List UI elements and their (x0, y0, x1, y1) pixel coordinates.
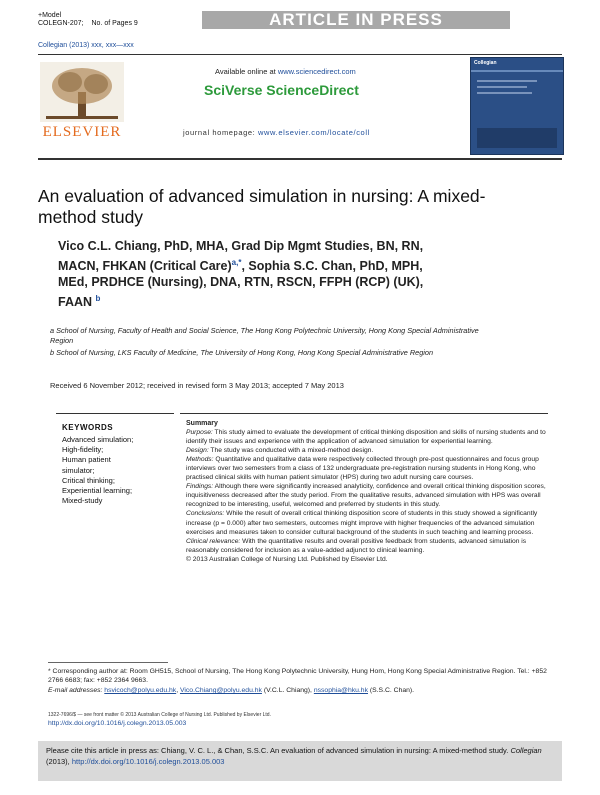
author-affiliation-marker[interactable]: a,* (231, 257, 242, 267)
author-line: Vico C.L. Chiang, PhD, MHA, Grad Dip Mgmt Studies, BN, RN, (58, 239, 424, 253)
sciencedirect-link[interactable]: www.sciencedirect.com (277, 67, 356, 76)
keywords-list (62, 435, 168, 506)
article-in-press-banner: ARTICLE IN PRESS (202, 11, 510, 29)
cover-title: Collegian (474, 60, 497, 66)
email-link[interactable]: hsvicoch@polyu.edu.hk (104, 687, 177, 694)
summary-findings: Findings: Although there were significantly increased analyticity, confidence and overall critical thinking disposition scores, inquisitiveness decreased after the study period. From the qualitative results, advanced simulation with HPS was overall recognized to be interesting, useful, welcomed and preferred by students in this study. (186, 483, 546, 509)
affiliation-a: a School of Nursing, Faculty of Health and Social Science, The Hong Kong Polytechnic University, Hong Kong Special Administrative Region (50, 326, 479, 345)
author-line: MACN, FHKAN (Critical Care)$^{a,*}$, Sophia S.C. Chan, PhD, MPH, (58, 257, 423, 273)
elsevier-logo-text: ELSEVIER (42, 124, 122, 140)
keyword-item: Human patient (62, 455, 111, 465)
email-addresses: E-mail addresses: hsvicoch@polyu.edu.hk, Vico.Chiang@polyu.edu.hk (V.C.L. Chiang), nssophia@hku.hk (S.S.C. Chan). (48, 687, 415, 694)
summary-heading: Summary (186, 420, 218, 427)
header-meta (38, 12, 144, 28)
summary-methods: Methods: Quantitative and qualitative data were respectively collected through pre-post questionnaires and focus group interviews over two semesters from a class of 132 undergraduate pre-registration nursing students in Hong Kong, who practised clinical skills with human patient simulator (HPS) during two adult nursing care courses. (186, 456, 539, 482)
summary-purpose: Purpose: This study aimed to evaluate the development of critical thinking disposition and skills of nursing students and to identify their issues and experience with the application of advanced simulation for experiential learning. (186, 429, 546, 446)
available-prefix: Available online at (215, 67, 276, 76)
author-list (58, 238, 478, 310)
keywords-divider (56, 413, 174, 414)
author-line: FAAN $^b$ (58, 293, 101, 309)
email-link[interactable]: nssophia@hku.hk (313, 687, 368, 694)
homepage-prefix: journal homepage: (183, 128, 256, 137)
keyword-item: Advanced simulation; (62, 435, 134, 444)
keyword-item: High-fidelity; (62, 445, 104, 455)
journal-homepage (183, 128, 370, 137)
issn-line: 1322-7696/$ — see front matter © 2013 Australian College of Nursing Ltd. Published by Elsevier Ltd. (48, 712, 271, 718)
corresponding-author-note: * Corresponding author at: Room GH515, School of Nursing, The Hong Kong Polytechnic University, Hung Hom, Hong Kong Special Administrative Region. Tel.: +852 2766 6683; fax: +852 2364 9663. (48, 668, 547, 684)
email-link[interactable]: Vico.Chiang@polyu.edu.hk (179, 687, 262, 694)
citation-doi-link[interactable]: http://dx.doi.org/10.1016/j.colegn.2013.05.003 (71, 757, 225, 766)
summary-conclusions: Conclusions: While the result of overall critical thinking disposition score of students in this study showed a significantly increase (p = 0.000) after two semesters, outcomes might improve with higher frequencies of the advanced simulation exercises and measures taken to consider cultural background of the students in such teaching and learning process. (186, 510, 538, 536)
header-divider (38, 54, 562, 55)
received-dates: Received 6 November 2012; received in revised form 3 May 2013; accepted 7 May 2013 (50, 381, 344, 390)
model-label: +Model (38, 12, 62, 19)
summary-copyright: © 2013 Australian College of Nursing Ltd. Published by Elsevier Ltd. (186, 555, 388, 563)
email-prefix: E-mail addresses: (48, 687, 103, 694)
tree-icon (40, 62, 124, 122)
homepage-link[interactable]: www.elsevier.com/locate/coll (258, 128, 370, 137)
keyword-item: Critical thinking; (62, 475, 115, 485)
citation-journal: Collegian (510, 746, 542, 755)
keyword-item: Experiential learning; (62, 486, 133, 496)
journal-cover-image (470, 57, 564, 155)
elsevier-tree-logo (40, 62, 124, 122)
summary-design: Design: The study was conducted with a mixed-method design. (186, 447, 374, 455)
page-count: No. of Pages 9 (91, 20, 138, 27)
article-title: An evaluation of advanced simulation in nursing: A mixed-method study (38, 186, 486, 227)
journal-citation-line[interactable]: Collegian (2013) xxx, xxx—xxx (38, 42, 134, 49)
masthead-divider (38, 158, 562, 160)
author-line: MEd, PRDHCE (Nursing), DNA, RTN, RSCN, FFPH (RCP) (UK), (58, 275, 424, 290)
keyword-item: simulator; (62, 465, 95, 475)
summary-relevance: Clinical relevance: With the quantitative results and overall positive feedback from students, advanced simulation is reasonably considered for inclusion as a value-added adjunct to clinical learning. (186, 537, 527, 554)
citation-text: Please cite this article in press as: Chiang, V. C. L., & Chan, S.S.C. An evaluation of advanced simulation in nursing: A mixed-method study. Collegian (2013), http://dx.doi.org/10.1016/j.colegn.2013.05.003 (46, 746, 542, 766)
cover-art (471, 58, 563, 154)
summary-text (186, 419, 546, 564)
doi-link[interactable]: http://dx.doi.org/10.1016/j.colegn.2013.05.003 (48, 720, 187, 727)
keyword-item: Mixed-study (62, 496, 103, 506)
author-affiliation-marker[interactable]: b (95, 293, 101, 303)
keywords-heading: KEYWORDS (62, 423, 114, 432)
sciverse-logo: SciVerse ScienceDirect (204, 82, 359, 98)
footnote-divider (48, 662, 168, 663)
article-code: COLEGN-207; (38, 20, 84, 27)
available-online (215, 67, 356, 76)
affiliation-b: b School of Nursing, LKS Faculty of Medicine, The University of Hong Kong, Hong Kong Special Administrative Region (50, 348, 434, 357)
